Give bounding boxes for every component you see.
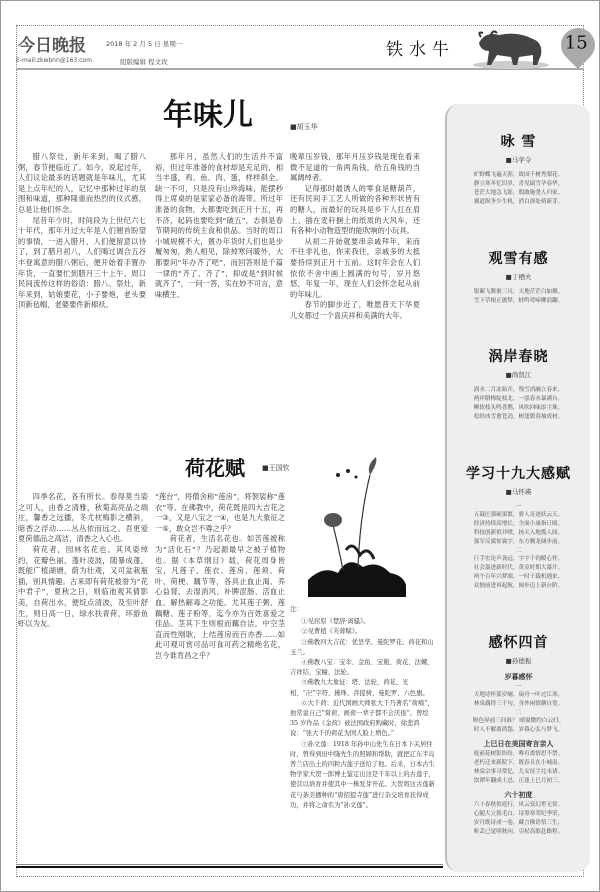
text-line: 二 [515,547,522,555]
text-line: 感怀四首 [488,634,549,651]
text-line: 老朽迁来新院下，既春且在小城南。 [473,759,564,766]
text-line: 强军反腐惊寰宇，东方腾龙阔步前。 [473,539,564,546]
issue-date: 2018 年 2 月 5 日 星期一 [106,40,183,48]
text-line: ③佛教四大吉花：优昙华、曼陀罗花、荷花和山玉兰。 [290,638,434,656]
text-line: ■马学令 [505,156,532,165]
contact-email: E-mail:zkwbnn@163.com [16,57,92,64]
text-line: ④佛教八宝：宝伞、金鱼、宝瓶、荷花、法螺、吉祥结、宝幢、法轮。 [290,659,434,677]
article-column [18,152,146,437]
text-line: 时人不解离鸿怨，岁暮心弘与梦飞。 [473,726,564,733]
text-line: “莲台”，将僧舍称“莲房”，将袈裟称“莲衣”等。在佛教中，荷花既是四大吉花之一③，又是八宝之一④，也是九大象征之一⑤，敢众岂不尊之乎？ [155,492,285,533]
text-line: 翼道纵争少生机，消白深处萌新芽。 [473,199,564,206]
text-line: 六十初度 [504,789,533,799]
poem [447,634,590,837]
text-line: 尾昔年少时，时间段为上世纪六七十年代，那年月过大年是人们翘首盼望的事情，一进入腊月，人们便留意以待了，到了腊月初八，人们喝过调合五谷丰登寓意的腊八粥后，便开始着手置办年货，一直要忙到腊月三十上午。周口民间流传这样的俗语：腊八、祭灶，新年来到，姑娘要花，小子要炮，老头要顶新毡帽，老婆要件新棉袄。 [18,215,146,310]
text-line: 静立寒冬忆旧岁，喜见瑞雪孕春华。 [473,181,564,188]
text-line: 观雪有感 [488,250,549,267]
text-line: 上巳日在美国寄言亲人 [483,738,554,748]
newspaper-logo: 今日晚报 [18,36,86,56]
section-title: 铁水牛 [386,40,455,60]
text-line: ②见曹植《芙蓉赋》。 [301,628,362,636]
article-column [155,152,283,437]
text-line: 暝色屏前三问谁？ 晴窗微约白云归。 [472,717,565,724]
masthead [16,25,588,70]
article-column [290,152,420,437]
poem [447,465,590,591]
text-line: 注： [290,606,303,613]
text-line: 荷花者，生活名花也。如苦莲被称为“活化石”？乃起源最早之被子植物也。据《本草纲目》载，荷花周身皆宝，凡莲子、莲衣、莲房、莲须、荷叶、荷梗、藕节等，各具止血止渴、养心益肾、去湿消风、补脾涩肠、活血止血、解热解毒之功能。尤其莲子粥、莲藕糖、莲子粉等，迄今亦为百姓喜爱之佳品。茎其下生则根而藕自洁，中空茎直而性刚耿，上结莲房而百亦香……如此可观可赏可品可食可药之精绝名花，岂今谁肯昌之乎？ [155,534,285,660]
article-title: 荷花赋 [185,456,245,480]
text-line: 两岸腊梅绽枝北，一泓春水暴满台。 [473,396,564,403]
footnotes [290,605,438,811]
text-line: 二 [515,708,522,716]
text-line: 15 [564,32,588,54]
text-line: ■尚贤江 [505,371,532,380]
text-line: 苍茫大地急飞影，瑕敢施尧人归家。 [473,190,564,197]
poem [447,348,590,422]
poetry-sidebar [445,104,590,872]
layout-editor: 组版编辑 程文玫 [120,58,168,66]
text-line: 雪下草根正做梦，蛙鸣莺啼柳浪翻。 [473,297,564,304]
text-line: 心随大立鬓毛白，诗筹寒荣纪季荣。 [473,810,564,817]
text-line: 旷野蝶飞遍天涯，故园千树秀梨花。 [473,172,564,179]
text-line: 饮潭年翻成士忌，正逢上巳月初三。 [473,777,564,784]
text-line: 岁月既诗成一卷，藏言佛语悟三生。 [473,819,564,826]
poem [447,133,590,207]
text-line: 从初二开始就要串亲戚拜年，来而不往非礼也，你来我往，亲戚多的大抵要持续到正月十五前。这时年会在人们依依不舍中画上圆满的句号，岁月悠悠，年复一年，现在人们会怀念起从前的年味儿。 [290,236,420,299]
text-line: 林泉宗事寻常忆，儿女征尘兑未诸。 [473,768,564,775]
text-line: 松经冰雪愈苍劲，树逢繁春抽成材。 [473,414,564,421]
text-line: 春节的脚步近了，唯愿普天下华夏儿女都过一个喜庆祥和美满的大年。 [290,300,420,320]
text-line: 斩丢已觉明秋向，引杖高歌赴路程。 [473,828,564,835]
text-line: 天地诗怀篆岁阑，扁舟一叶过江寒。 [473,691,564,698]
text-line: 一 [515,503,522,511]
text-line: 涡岸春晓 [488,349,549,366]
text-line: 四季名花，各有所长。春得莫当姿之可人，由香之清雅，秋菊高亮品之端庄，馨香之远播，冬尤枕梅影之横斜，暗香之浮动……丛丛依而远之。吾更爱夏荷德品之高洁，清香之入心也。 [18,492,148,544]
text-line: ■孙德振 [505,656,532,665]
article-byline: ■王国钦 [262,464,290,472]
poem [447,250,590,306]
article-byline: ■胡玉华 [290,123,318,131]
text-line: 咏 雪 [500,134,537,151]
text-line: 那年月，虽然人们的生活并不富裕，但过年准备的食材却是充足的，相当丰盛，鸡、鱼、肉、蛋，样样俱全，缺一不可，只是没有山珍海味，能摆秒得上席桌的是家家必备的海带。所过年准备的食物，大都要吃到正月十五，再不济，起码也要吃到“破五”，志俱是春节期间的传统主食和供品。当时的周口小城规模不大，置办年货时人们也是步履匆匆，熟人相见，除掉寒问暖外，大都要问“年办齐了吧”，而回答则是千篇一律的“齐了、齐了”，抑或是“到时候就齐了”，一问一答，实在妙不可言，意味横生。 [155,152,283,299]
article-column [155,492,285,860]
text-line: 两个百年兴梦图，一时千载机遇来。 [473,574,564,581]
text-line: 银絮飞舞裹三川，天地茫茫白如烟。 [473,288,564,295]
bottom-rule [16,864,443,868]
bull-icon [471,27,551,69]
text-line: 晚辈压岁钱，那年月压岁钱是现在看来微不足道的一角两角钱，给五角钱的当属阔绰者。 [290,152,420,183]
text-line: 五载匡强硕果繁，骄人奇迹跃云天。 [473,512,564,519]
text-line: 六十春秋似庭行，风云变幻世无常。 [473,801,564,808]
text-line: 腊八祭灶，新年来到，喝了腊八粥，春节便临近了。如今，说起过年，人们议论最多的话题就是年味儿，尤其是上点年纪的人，记忆中那种过年的氛围和味道，那种隆重而热烈的仪式感，总是让他们怀念。 [18,152,146,214]
text-line: 岁暮感怀 [504,671,533,681]
text-line: 众独前进再起航，阔步迈上新台阶。 [473,583,564,590]
lotus-ink-painting [308,455,406,597]
text-line: ①见屈原《楚辞·离骚》。 [301,618,370,626]
text-line: 巨手宏论声袅远，字字千钧暖心怀。 [473,556,564,563]
text-line: 社会嘉进新时代，黄金时期大幕开。 [473,565,564,572]
article-column [18,492,148,860]
text-line: 荷花者，园林名花也。其风姿绰约，花瓣色丽，蓬叶凌波，随暴成蓬，既能广植湖塘，蔚为壮观，又可盆栽瓶插，别具情趣。古来即有荷花被誉为“花中君子”，夏秋之日，则临池观其倩影美，自荷出水，便绽点清波，及至叶舒生，则日高一日，绿水扶青荷，环游鱼虾以为友。 [18,544,148,629]
text-line: ⑤佛教九大象征：塔、法轮、荷花、光相、“卍”字符、拂珠、菩提树、曼陀罗、六色旗。 [290,679,429,697]
text-line: 一 [515,682,522,690]
text-line: 涡水二月冻始开，残雪消融立春来。 [473,387,564,394]
text-line: 记得那时最诱人的零食是糖葫芦，还有民间手工艺人所做的各种形状皆有的糖人，而最好的玩具是乡下人扛在肩上、插在麦秆捆上的纸质的大风车，还有各种小动物造型的能吹响的小玩具。 [290,183,420,236]
article-title: 年味儿 [163,98,253,133]
text-line: ■丁栖夫 [505,272,532,281]
text-line: 学习十九大感赋 [466,466,571,483]
text-line: 柳软枝头鸣喜鹊，风吹回味添尘珠。 [473,405,564,412]
text-line: 经济持续高增长，全面小康指日圆。 [473,521,564,528]
text-line: ⑥大千荷：近代国画大师张大千乃著名“荷痴”，他常说自己“赏荷、画荷一辈子都不会厌倦”。曾绘 35 岁作品《金荷》被法国政府购藏时，徐悲鸿说：“张大千的荷花为国人脸上增色。” [290,699,434,738]
text-line: ⑦孙文莲：1918 年孙中山先生在日本下关居住时，曾得到田中隆先生的照顾和帮助，就把辽东半岛普兰店出土的四粒古莲子送给了他。后来，日本古生物学家大贺一郎博士鉴定出这是千年以上的古莲子，使营以培育并使其中一株发芽开花。大贺将这古莲新花与荼美播种的“唐招提寺莲”进行杂交培育获得成功，并将之命名为“孙文莲”。 [290,740,435,809]
text-line: ■马怀瑛 [505,488,532,497]
text-line: 科技创新似井喷，扬天入地揽人间。 [473,530,564,537]
text-line: 庭前花树影纷纷，唯有离情思不禁。 [473,750,564,757]
text-line: 林泉偶得三千句，身外闲情聊自宽。 [473,700,564,707]
